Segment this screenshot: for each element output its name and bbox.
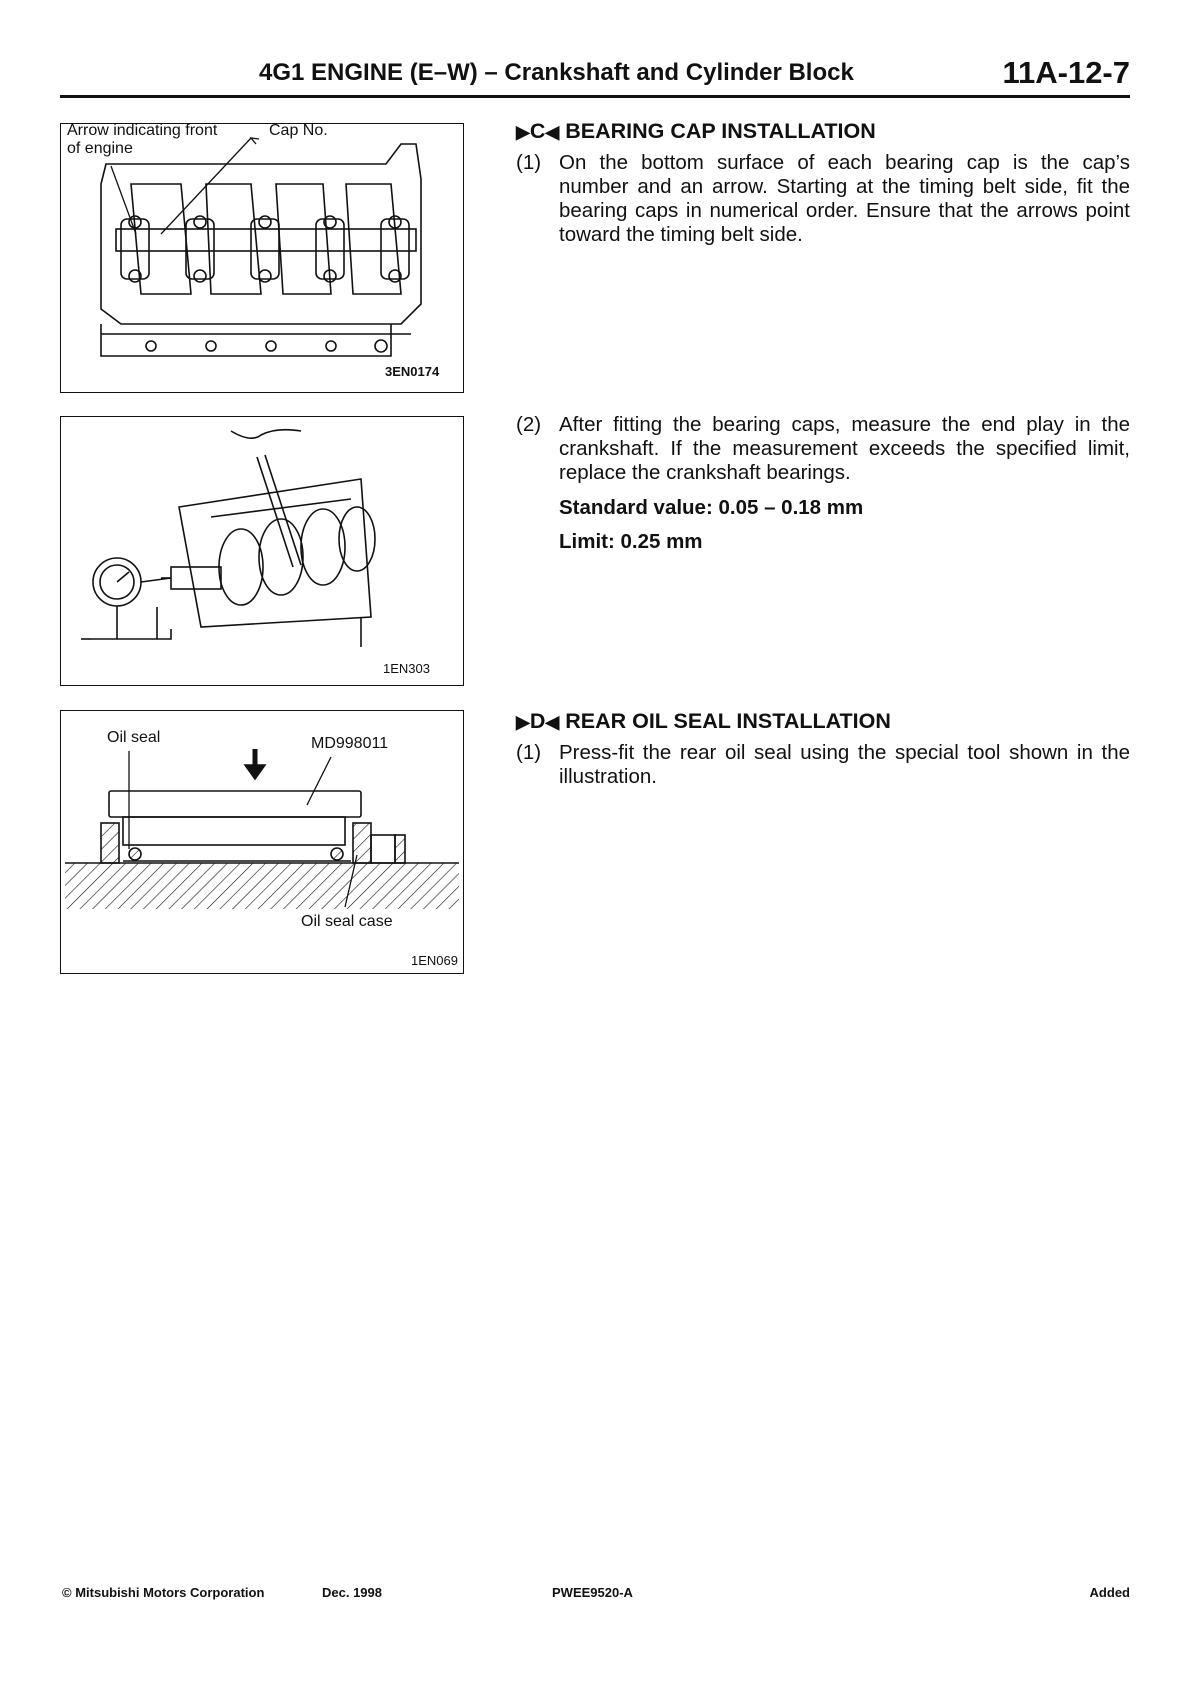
step-number: (1)	[516, 741, 542, 764]
end-play-illustration	[61, 417, 463, 685]
footer-copyright: © Mitsubishi Motors Corporation	[62, 1585, 265, 1600]
section-heading	[516, 709, 1130, 734]
bearing-caps-illustration	[61, 124, 463, 392]
footer-date: Dec. 1998	[322, 1585, 382, 1600]
right-triangle-icon: ▶	[516, 712, 530, 732]
section-rear-oil-seal-installation	[516, 709, 1130, 789]
right-triangle-icon: ▶	[516, 122, 530, 142]
step-text: On the bottom surface of each bearing cap is the cap’s number and an arrow. Starting at the timing belt side, fit the bearing caps in numerical order. Ensure that the arrows point toward the timing belt side.	[559, 151, 1130, 246]
section-letter: C	[529, 119, 546, 143]
figure-code: 1EN303	[383, 661, 430, 676]
section-end-play	[516, 413, 1130, 554]
section-bearing-cap-installation	[516, 119, 1130, 247]
left-triangle-icon: ◀	[545, 122, 560, 142]
left-triangle-icon: ◀	[545, 712, 560, 732]
step-item	[516, 413, 1130, 485]
limit-value: Limit: 0.25 mm	[559, 530, 703, 553]
section-heading	[516, 119, 1130, 144]
step-number: (1)	[516, 151, 542, 174]
label-cap-no: Cap No.	[269, 123, 328, 139]
section-heading-text: BEARING CAP INSTALLATION	[565, 119, 876, 143]
page-number: 11A-12-7	[1002, 55, 1130, 90]
step-item	[516, 151, 1130, 247]
header-rule	[60, 95, 1130, 98]
step-text: After fitting the bearing caps, measure the end play in the crankshaft. If the measurement exceeds the specified limit, replace the crankshaft bearings.	[559, 413, 1130, 484]
section-letter: D	[529, 709, 546, 733]
section-heading-text: REAR OIL SEAL INSTALLATION	[565, 709, 891, 733]
figure-code: 3EN0174	[385, 364, 440, 379]
label-arrow-indicating-front: Arrow indicating front	[67, 123, 218, 139]
figure-rear-oil-seal	[60, 710, 464, 974]
step-text: Press-fit the rear oil seal using the special tool shown in the illustration.	[559, 741, 1130, 788]
footer-status: Added	[1089, 1585, 1130, 1600]
figure-end-play-measurement	[60, 416, 464, 686]
standard-value: Standard value: 0.05 – 0.18 mm	[559, 496, 864, 519]
label-md998011: MD998011	[311, 735, 389, 752]
label-oil-seal: Oil seal	[107, 729, 161, 746]
figure-code: 1EN069	[411, 953, 458, 968]
figure-bearing-caps	[60, 123, 464, 393]
step-number: (2)	[516, 413, 542, 436]
page-title: 4G1 ENGINE (E–W) – Crankshaft and Cylinder Block	[259, 59, 854, 86]
label-oil-seal-case: Oil seal case	[301, 913, 393, 930]
label-of-engine: of engine	[67, 140, 133, 157]
rear-oil-seal-illustration	[61, 711, 463, 973]
step-item	[516, 741, 1130, 789]
footer-doc-code: PWEE9520-A	[552, 1585, 633, 1600]
